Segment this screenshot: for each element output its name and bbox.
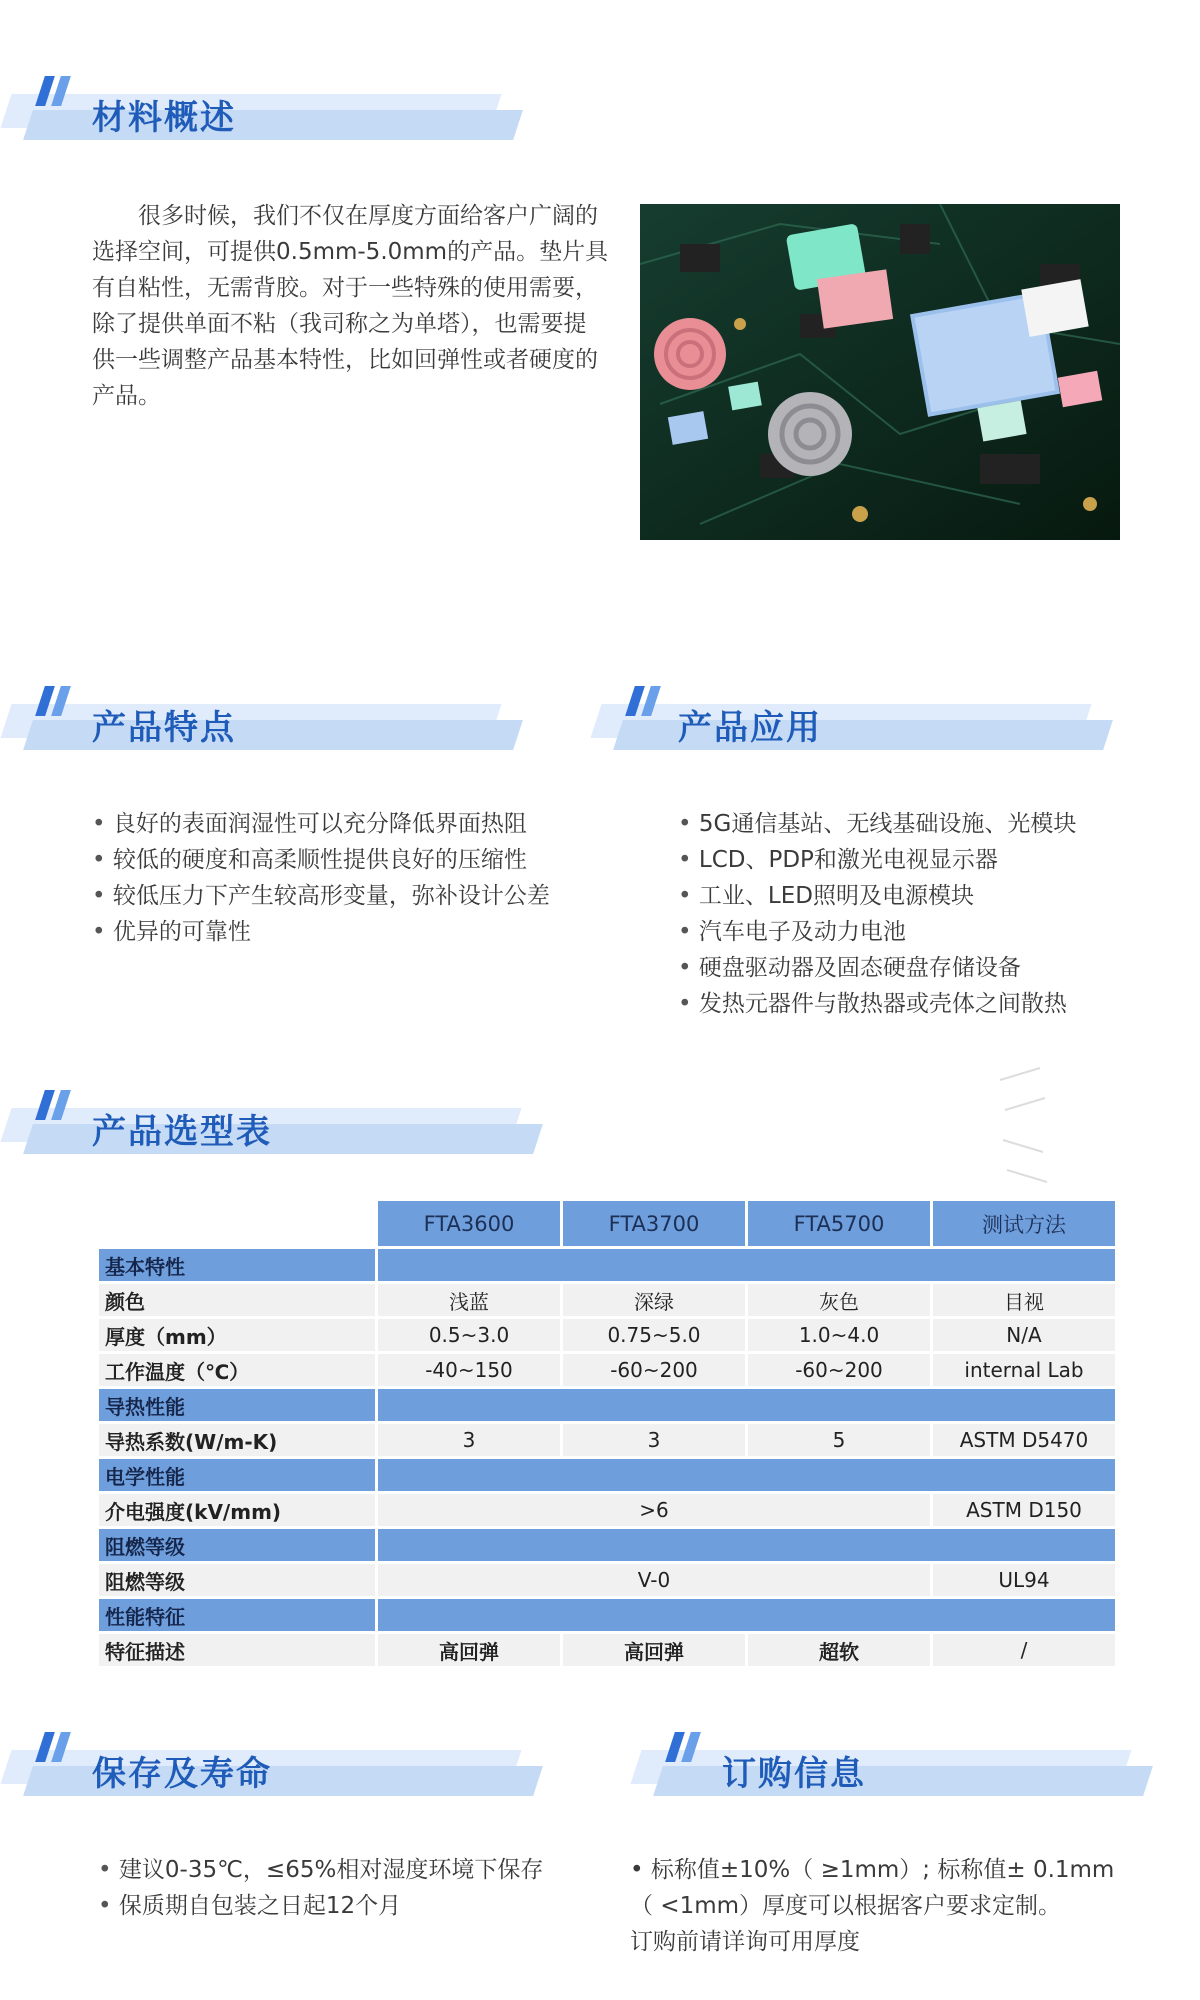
table-cell: -60~200: [748, 1354, 930, 1386]
decorative-lines: [995, 1060, 1055, 1190]
storage-item: • 建议0-35℃，≤65%相对湿度环境下保存: [98, 1852, 543, 1888]
ordering-text: [630, 1852, 1150, 1960]
row-label: 阻燃等级: [99, 1564, 375, 1596]
category-label: 导热性能: [99, 1389, 375, 1421]
section-title: 产品特点: [92, 708, 236, 748]
feature-item: • 良好的表面润湿性可以充分降低界面热阻: [92, 806, 550, 842]
category-fill: [378, 1249, 1115, 1281]
overview-line: 除了提供单面不粘（我司称之为单塔），也需要提: [92, 311, 587, 337]
category-fill: [378, 1599, 1115, 1631]
application-item: • 工业、LED照明及电源模块: [678, 878, 1076, 914]
table-cell: 5: [748, 1424, 930, 1456]
category-row: [99, 1249, 1115, 1281]
row-label: 特征描述: [99, 1634, 375, 1666]
overview-line: 供一些调整产品基本特性，比如回弹性或者硬度的: [92, 347, 598, 373]
column-header: FTA3700: [563, 1201, 745, 1246]
row-label: 导热系数(W/m-K): [99, 1424, 375, 1456]
features-header: [0, 694, 540, 754]
section-title: 产品选型表: [92, 1112, 272, 1152]
table-cell: ASTM D5470: [933, 1424, 1115, 1456]
storage-list: [98, 1852, 543, 1924]
table-cell: -40~150: [378, 1354, 560, 1386]
category-row: [99, 1389, 1115, 1421]
table-cell: 浅蓝: [378, 1284, 560, 1316]
category-fill: [378, 1389, 1115, 1421]
table-cell: -60~200: [563, 1354, 745, 1386]
section-title: 保存及寿命: [92, 1754, 272, 1794]
category-row: [99, 1529, 1115, 1561]
category-label: 基本特性: [99, 1249, 375, 1281]
pcb-illustration: [640, 204, 1120, 540]
table-cell: 超软: [748, 1634, 930, 1666]
category-label: 电学性能: [99, 1459, 375, 1491]
overview-text: [92, 198, 612, 414]
table-row: [99, 1564, 1115, 1596]
applications-header: [590, 694, 1130, 754]
category-label: 阻燃等级: [99, 1529, 375, 1561]
section-title: 订购信息: [722, 1754, 866, 1794]
table-row: [99, 1319, 1115, 1351]
table-cell: 灰色: [748, 1284, 930, 1316]
column-header: FTA5700: [748, 1201, 930, 1246]
table-cell: 0.75~5.0: [563, 1319, 745, 1351]
row-label: 颜色: [99, 1284, 375, 1316]
application-item: • 汽车电子及动力电池: [678, 914, 1076, 950]
overview-line: 选择空间，可提供0.5mm-5.0mm的产品。垫片具: [92, 239, 609, 265]
storage-header: [0, 1740, 560, 1800]
table-cell: 深绿: [563, 1284, 745, 1316]
table-cell: 0.5~3.0: [378, 1319, 560, 1351]
applications-list: [678, 806, 1076, 1022]
table-cell: /: [933, 1634, 1115, 1666]
table-row: [99, 1494, 1115, 1526]
table-cell: >6: [378, 1494, 930, 1526]
selection-table: [96, 1198, 1118, 1669]
table-cell: 高回弹: [378, 1634, 560, 1666]
application-item: • LCD、PDP和激光电视显示器: [678, 842, 1076, 878]
features-list: [92, 806, 550, 950]
table-cell: 高回弹: [563, 1634, 745, 1666]
column-header: FTA3600: [378, 1201, 560, 1246]
category-label: 性能特征: [99, 1599, 375, 1631]
table-cell: ASTM D150: [933, 1494, 1115, 1526]
section-title: 材料概述: [92, 98, 236, 138]
ordering-line: • 标称值±10%（ ≥1mm）; 标称值± 0.1mm: [630, 1857, 1115, 1883]
table-row: [99, 1284, 1115, 1316]
category-fill: [378, 1529, 1115, 1561]
storage-item: • 保质期自包装之日起12个月: [98, 1888, 543, 1924]
row-label: 工作温度（℃）: [99, 1354, 375, 1386]
application-item: • 发热元器件与散热器或壳体之间散热: [678, 986, 1076, 1022]
overview-header: [0, 84, 540, 144]
overview-line: 很多时候，我们不仅在厚度方面给客户广阔的: [138, 203, 598, 229]
table-cell: internal Lab: [933, 1354, 1115, 1386]
feature-item: • 优异的可靠性: [92, 914, 550, 950]
category-fill: [378, 1459, 1115, 1491]
selection-header: [0, 1098, 560, 1158]
table-row: [99, 1354, 1115, 1386]
ordering-header: [630, 1740, 1170, 1800]
table-cell: 3: [378, 1424, 560, 1456]
application-item: • 硬盘驱动器及固态硬盘存储设备: [678, 950, 1076, 986]
table-corner: [99, 1201, 375, 1246]
table-row: [99, 1424, 1115, 1456]
ordering-line: 订购前请详询可用厚度: [630, 1929, 860, 1955]
table-cell: N/A: [933, 1319, 1115, 1351]
table-row: [99, 1634, 1115, 1666]
column-header: 测试方法: [933, 1201, 1115, 1246]
application-item: • 5G通信基站、无线基础设施、光模块: [678, 806, 1076, 842]
table-cell: 目视: [933, 1284, 1115, 1316]
feature-item: • 较低的硬度和高柔顺性提供良好的压缩性: [92, 842, 550, 878]
overview-line: 有自粘性，无需背胶。对于一些特殊的使用需要，: [92, 275, 598, 301]
feature-item: • 较低压力下产生较高形变量，弥补设计公差: [92, 878, 550, 914]
table-cell: V-0: [378, 1564, 930, 1596]
section-title: 产品应用: [678, 708, 822, 748]
table-header-row: [99, 1201, 1115, 1246]
table-cell: 3: [563, 1424, 745, 1456]
overview-line: 产品。: [92, 383, 161, 409]
category-row: [99, 1599, 1115, 1631]
category-row: [99, 1459, 1115, 1491]
table-cell: 1.0~4.0: [748, 1319, 930, 1351]
table-cell: UL94: [933, 1564, 1115, 1596]
ordering-line: （ <1mm）厚度可以根据客户要求定制。: [630, 1893, 1062, 1919]
row-label: 介电强度(kV/mm): [99, 1494, 375, 1526]
pcb-thermal-pads-photo: [640, 204, 1120, 540]
row-label: 厚度（mm）: [99, 1319, 375, 1351]
